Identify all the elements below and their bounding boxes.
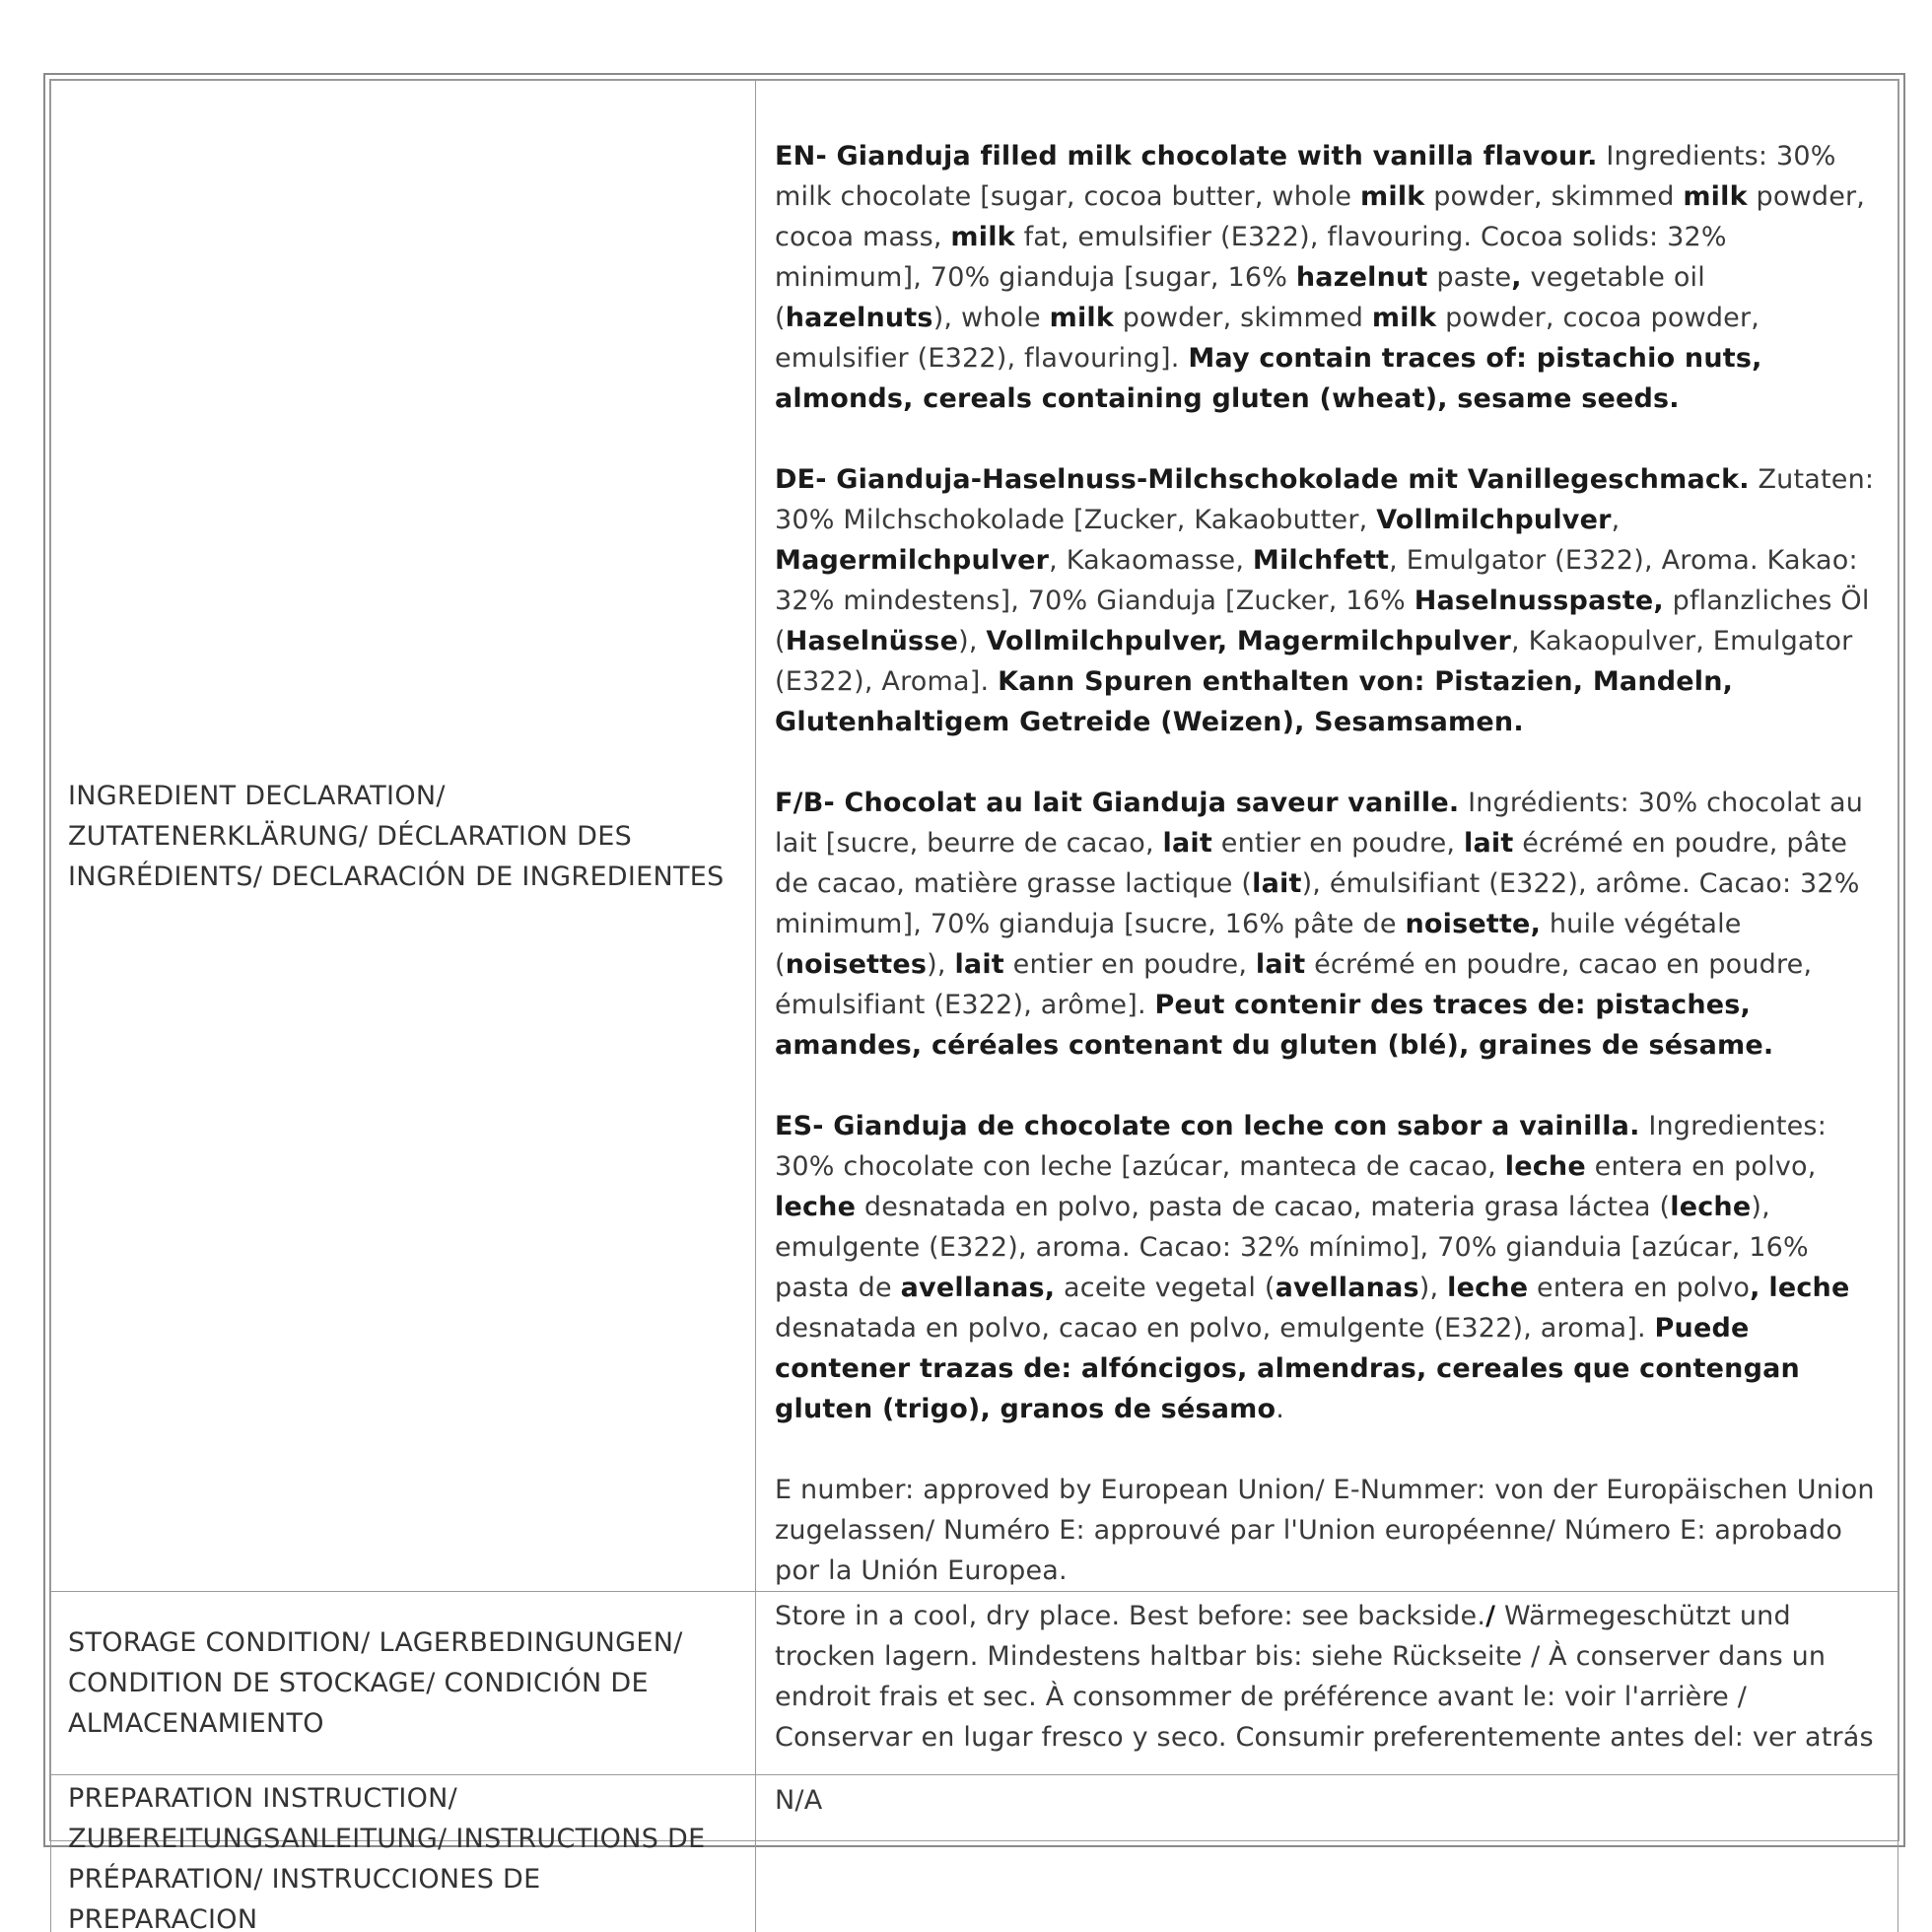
bold-text-segment: Kann Spuren enthalten von: Pistazien, Mandeln, Glutenhaltigem Getreide (Weizen), Sesamsamen. [775, 666, 1734, 737]
bold-text-segment: , [1511, 262, 1522, 293]
ingredients-en-paragraph [775, 136, 1880, 419]
bold-text-segment: / [1485, 1601, 1496, 1631]
bold-text-segment: avellanas, [900, 1273, 1056, 1303]
text-segment: ), [958, 626, 987, 656]
ingredient-declaration-label: INGREDIENT DECLARATION/ ZUTATENERKLÄRUNG/ DÉCLARATION DES INGRÉDIENTS/ DECLARACIÓN DE INGREDIENTES [51, 81, 756, 1592]
text-segment: Store in a cool, dry place. Best before: see backside. [775, 1601, 1486, 1631]
bold-text-segment: noisettes [785, 949, 928, 980]
bold-text-segment: Haselnusspaste, [1414, 586, 1664, 616]
text-segment: . [1276, 1394, 1285, 1424]
text-segment: entier en poudre, [1211, 828, 1464, 859]
bold-text-segment: milk [1049, 303, 1115, 333]
bold-text-segment: EN- Gianduja filled milk chocolate with vanilla flavour. [775, 141, 1598, 172]
text-segment: ), [927, 949, 955, 980]
text-segment: Zutaten: 30% Milchschokolade [Zucker, Kakaobutter, [775, 464, 1875, 535]
text-segment: fat, emulsifier (E322), flavouring. Cocoa solids: 32% minimum], 70% gianduja [sugar, 16% [775, 222, 1727, 293]
bold-text-segment: lait [1252, 868, 1302, 899]
bold-text-segment: lait [954, 949, 1004, 980]
ingredients-de-paragraph [775, 459, 1880, 742]
table-row-preparation [51, 1775, 1898, 1932]
bold-text-segment: Peut contenir des traces de: pistaches, amandes, céréales contenant du gluten (blé), graines de sésame. [775, 990, 1774, 1061]
text-segment: desnatada en polvo, pasta de cacao, materia grasa láctea ( [856, 1192, 1671, 1222]
storage-condition-label: STORAGE CONDITION/ LAGERBEDINGUNGEN/ CONDITION DE STOCKAGE/ CONDICIÓN DE ALMACENAMIENTO [51, 1592, 756, 1775]
bold-text-segment: lait [1162, 828, 1212, 859]
bold-text-segment: ES- Gianduja de chocolate con leche con sabor a vainilla. [775, 1111, 1640, 1141]
text-segment: ), emulgente (E322), aroma. Cacao: 32% mínimo], 70% gianduia [azúcar, 16% pasta de [775, 1192, 1809, 1303]
bold-text-segment: Puede contener trazas de: alfóncigos, almendras, cereales que contengan gluten (trigo), granos de sésamo [775, 1313, 1800, 1424]
text-segment: powder, skimmed [1114, 303, 1372, 333]
text-segment: pflanzliches Öl ( [775, 586, 1870, 656]
text-segment: Ingrédients: 30% chocolat au lait [sucre, beurre de cacao, [775, 788, 1864, 859]
text-segment: Ingredients: 30% milk chocolate [sugar, cocoa butter, whole [775, 141, 1836, 212]
bold-text-segment: leche [1670, 1192, 1752, 1222]
text-segment: ), émulsifiant (E322), arôme. Cacao: 32% minimum], 70% gianduja [sucre, 16% pâte de [775, 868, 1860, 939]
text-segment: ), whole [932, 303, 1050, 333]
bold-text-segment: noisette, [1405, 909, 1542, 939]
spec-table [50, 80, 1898, 1932]
preparation-instruction-value: N/A [756, 1775, 1898, 1932]
text-segment: vegetable oil ( [775, 262, 1705, 333]
text-segment: E number: approved by European Union/ E-Nummer: von der Europäischen Union zugelassen/ Numéro E: approuvé par l'Union européenne/ Número E: aprobado por la Unión Europea. [775, 1475, 1875, 1586]
text-segment: écrémé en poudre, pâte de cacao, matière grasse lactique ( [775, 828, 1848, 899]
bold-text-segment: F/B- Chocolat au lait Gianduja saveur vanille. [775, 788, 1460, 818]
text-segment: , [1611, 505, 1621, 535]
bold-text-segment: milk [1683, 181, 1748, 212]
text-segment: ), [1418, 1273, 1448, 1303]
bold-text-segment: DE- Gianduja-Haselnuss-Milchschokolade mit Vanillegeschmack. [775, 464, 1750, 495]
bold-text-segment: Vollmilchpulver [1376, 505, 1612, 535]
storage-condition-text [775, 1596, 1880, 1758]
bold-text-segment: Haselnüsse [785, 626, 959, 656]
text-segment: Ingredientes: 30% chocolate con leche [azúcar, manteca de cacao, [775, 1111, 1827, 1182]
bold-text-segment: hazelnuts [785, 303, 933, 333]
ingredient-declaration-value [756, 81, 1898, 1592]
bold-text-segment: milk [950, 222, 1015, 252]
text-segment: desnatada en polvo, cacao en polvo, emulgente (E322), aroma]. [775, 1313, 1655, 1344]
spec-table-frame [43, 73, 1905, 1932]
text-segment: , Emulgator (E322), Aroma. Kakao: 32% mindestens], 70% Gianduja [Zucker, 16% [775, 545, 1858, 616]
text-segment: , Kakaomasse, [1049, 545, 1253, 576]
bold-text-segment: milk [1360, 181, 1425, 212]
text-segment: Wärmegeschützt und trocken lagern. Mindestens haltbar bis: siehe Rückseite / À conserver dans un endroit frais et sec. À consommer de préférence avant le: voir l'arrière / Conservar en lugar fresco y seco. Consumir preferentemente antes del: ver atrás [775, 1601, 1874, 1753]
e-number-note [775, 1470, 1880, 1591]
text-segment: entier en poudre, [1003, 949, 1256, 980]
bold-text-segment: lait [1463, 828, 1514, 859]
text-segment: powder, cocoa mass, [775, 181, 1866, 252]
bold-text-segment: leche [1447, 1273, 1529, 1303]
text-segment: , Kakaopulver, Emulgator (E322), Aroma]. [775, 626, 1853, 697]
bold-text-segment: leche [1768, 1273, 1850, 1303]
text-segment: powder, skimmed [1424, 181, 1684, 212]
bold-text-segment: lait [1255, 949, 1306, 980]
bold-text-segment: hazelnut [1295, 262, 1428, 293]
table-row-storage [51, 1592, 1898, 1775]
text-segment: paste [1427, 262, 1512, 293]
bold-text-segment: leche [1504, 1151, 1586, 1182]
bold-text-segment: avellanas [1275, 1273, 1419, 1303]
ingredients-es-paragraph [775, 1106, 1880, 1429]
text-segment: écrémé en poudre, cacao en poudre, émulsifiant (E322), arôme]. [775, 949, 1813, 1020]
text-segment: powder, cocoa powder, emulsifier (E322), flavouring]. [775, 303, 1760, 374]
text-segment: entera en polvo, [1585, 1151, 1817, 1182]
bold-text-segment: milk [1371, 303, 1437, 333]
bold-text-segment: May contain traces of: pistachio nuts, almonds, cereals containing gluten (wheat), sesame seeds. [775, 343, 1762, 414]
text-segment: entera en polvo [1528, 1273, 1751, 1303]
preparation-instruction-label: PREPARATION INSTRUCTION/ ZUBEREITUNGSANLEITUNG/ INSTRUCTIONS DE PRÉPARATION/ INSTRUCCIONES DE PREPARACION [51, 1775, 756, 1932]
table-row-ingredients [51, 81, 1898, 1592]
spec-table-inner [49, 79, 1899, 1932]
bold-text-segment: , [1750, 1273, 1760, 1303]
text-segment: aceite vegetal ( [1055, 1273, 1276, 1303]
bold-text-segment: Milchfett [1252, 545, 1390, 576]
bold-text-segment: Magermilchpulver [775, 545, 1050, 576]
ingredients-fr-paragraph [775, 783, 1880, 1066]
bold-text-segment: leche [775, 1192, 857, 1222]
text-segment: huile végétale ( [775, 909, 1742, 980]
bold-text-segment: Vollmilchpulver, Magermilchpulver [986, 626, 1512, 656]
storage-condition-value [756, 1592, 1898, 1775]
